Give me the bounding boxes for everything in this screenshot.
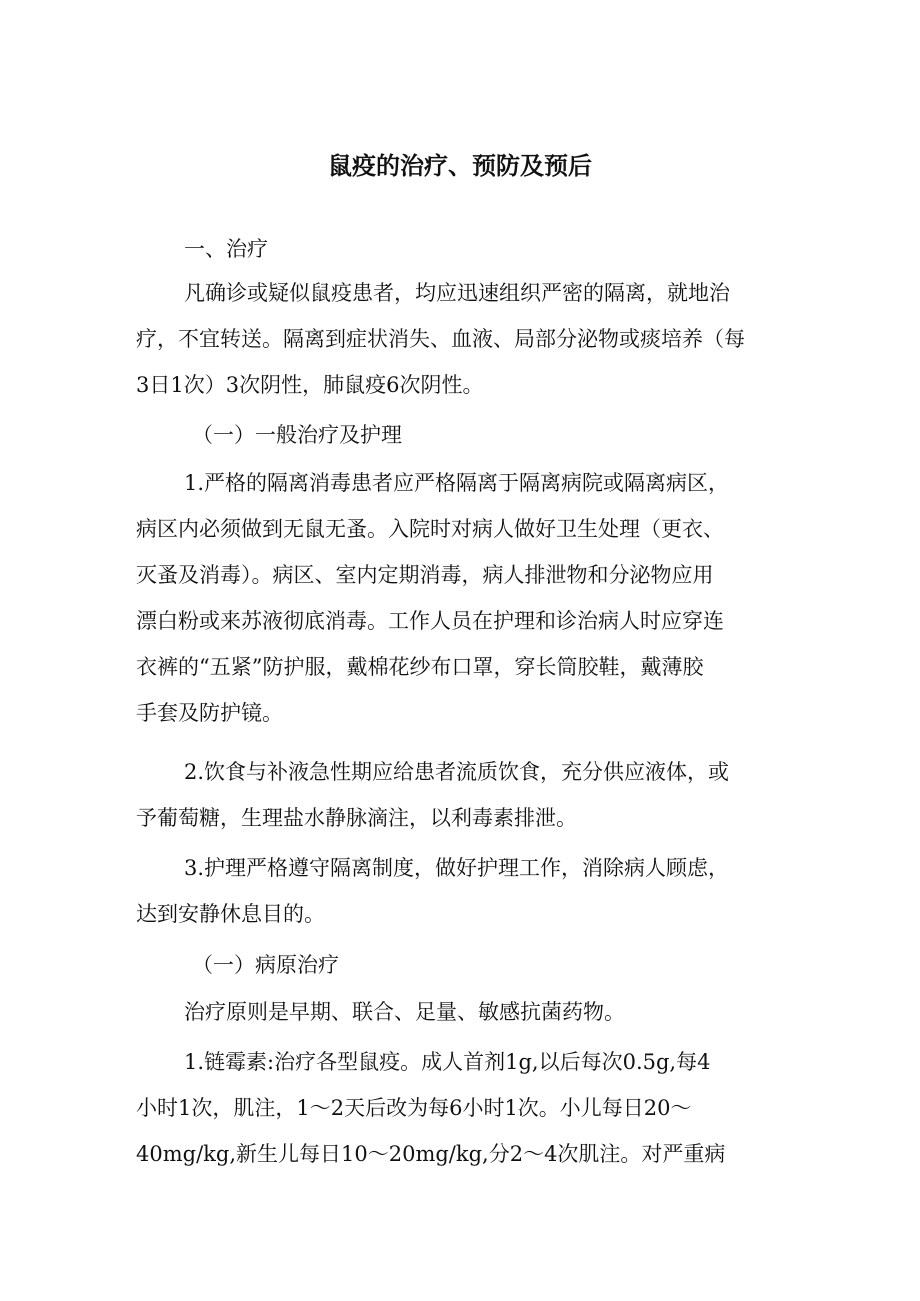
paragraph-nursing [136, 845, 790, 937]
paragraph-line: 手套及防护镜。 [136, 701, 283, 725]
subsection-heading-etiologic-treatment [136, 942, 790, 988]
section-heading-text: 一、治疗 [184, 237, 268, 261]
paragraph-line: 衣裤的“五紧”防护服，戴棉花纱布口罩，穿长筒胶鞋，戴薄胶 [136, 655, 704, 679]
paragraph-line: 灭蚤及消毒）。病区、室内定期消毒，病人排泄物和分泌物应用 [136, 563, 714, 587]
paragraph-isolation [136, 270, 790, 408]
subsection-heading-text: （一）病原治疗 [192, 953, 339, 977]
document-title: 鼠疫的治疗、预防及预后 [328, 152, 592, 180]
paragraph-diet-fluids [136, 749, 790, 841]
paragraph-treatment-principle [136, 989, 790, 1035]
subsection-heading-text: （一）一般治疗及护理 [192, 423, 402, 447]
paragraph-line: 疗，不宜转送。隔离到症状消失、血液、局部分泌物或痰培养（每 [136, 327, 745, 351]
paragraph-streptomycin [136, 1039, 790, 1177]
subsection-heading-general-care [136, 412, 790, 458]
paragraph-line: 3.护理严格遵守隔离制度，做好护理工作，消除病人顾虑， [184, 856, 730, 880]
paragraph-line: 治疗原则是早期、联合、足量、敏感抗菌药物。 [184, 1000, 625, 1024]
paragraph-line: 3日1次）3次阴性，肺鼠疫6次阴性。 [136, 373, 484, 397]
paragraph-line: 凡确诊或疑似鼠疫患者，均应迅速组织严密的隔离，就地治 [184, 281, 730, 305]
paragraph-isolation-disinfection [136, 460, 790, 736]
paragraph-line: 小时1次，肌注，1～2天后改为每6小时1次。小儿每日20～ [136, 1096, 692, 1120]
paragraph-line: 漂白粉或来苏液彻底消毒。工作人员在护理和诊治病人时应穿连 [136, 609, 724, 633]
paragraph-line: 40mg/kg,新生儿每日10～20mg/kg,分2～4次肌注。对严重病 [136, 1142, 726, 1166]
paragraph-line: 1.严格的隔离消毒患者应严格隔离于隔离病院或隔离病区， [184, 471, 730, 495]
paragraph-line: 1.链霉素:治疗各型鼠疫。成人首剂1g,以后每次0.5g,每4 [184, 1050, 711, 1074]
section-heading-treatment [136, 226, 790, 272]
paragraph-line: 病区内必须做到无鼠无蚤。入院时对病人做好卫生处理（更衣、 [136, 517, 724, 541]
paragraph-line: 予葡萄糖，生理盐水静脉滴注，以利毒素排泄。 [136, 806, 577, 830]
paragraph-line: 达到安静休息目的。 [136, 902, 325, 926]
paragraph-line: 2.饮食与补液急性期应给患者流质饮食，充分供应液体，或 [184, 760, 730, 784]
